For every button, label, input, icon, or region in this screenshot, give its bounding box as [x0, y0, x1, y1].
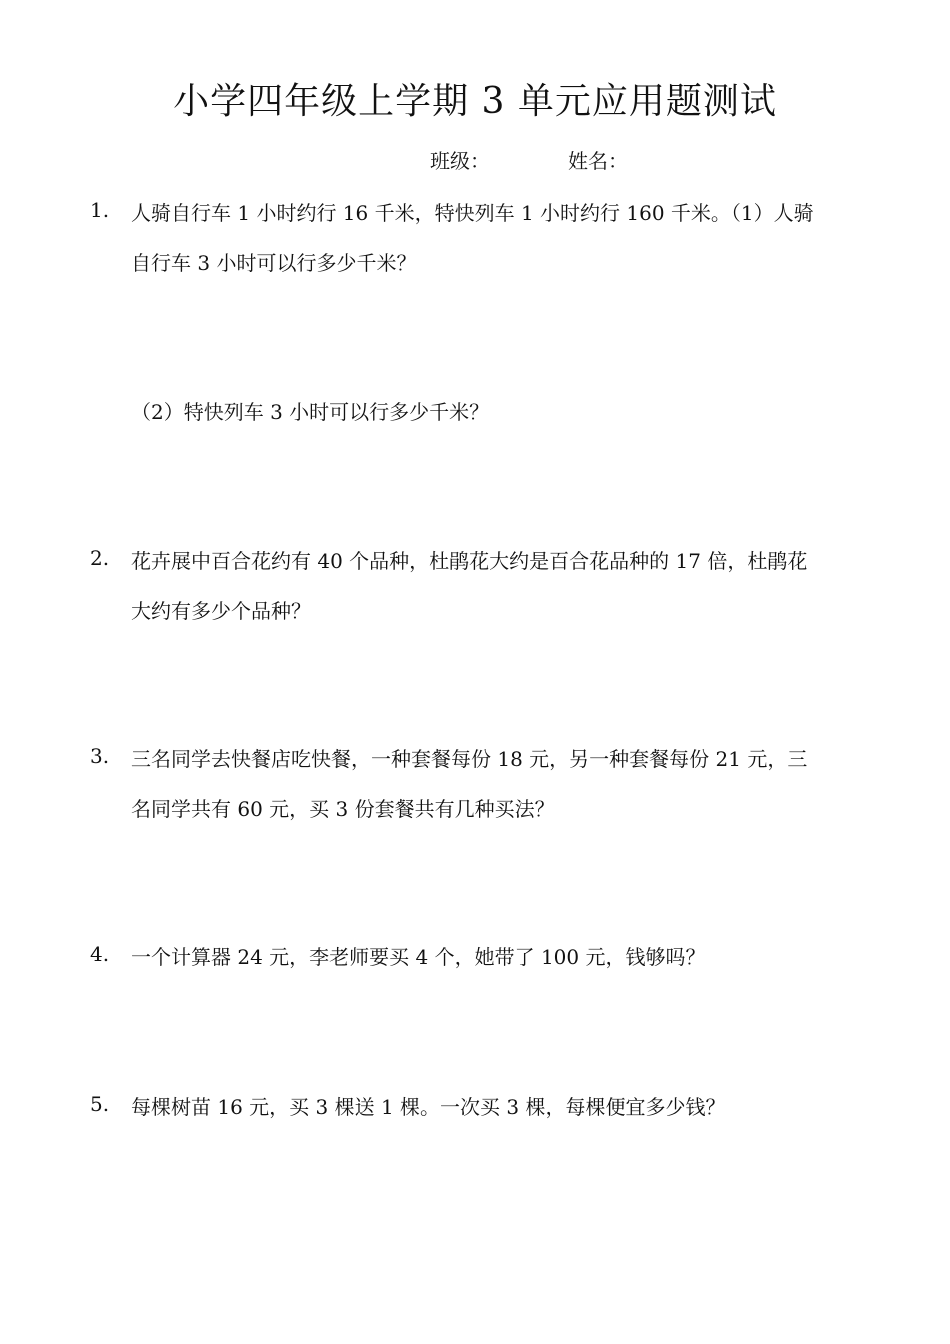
class-label: 班级： [430, 149, 490, 173]
question-line: 名同学共有 60 元，买 3 份套餐共有几种买法？ [131, 797, 555, 821]
question-number: 3. [90, 744, 110, 768]
question-text [131, 1082, 861, 1132]
student-info [430, 146, 628, 176]
question-number: 1. [90, 198, 110, 222]
question-number: 2. [90, 546, 110, 570]
question-line: 花卉展中百合花约有 40 个品种，杜鹃花大约是百合花品种的 17 倍，杜鹃花 [131, 549, 808, 573]
question-text [131, 932, 861, 982]
question-line: 一个计算器 24 元，李老师要买 4 个，她带了 100 元，钱够吗？ [131, 945, 706, 969]
question-1-sub: （2）特快列车 3 小时可以行多少千米？ [131, 400, 490, 424]
question-line: 大约有多少个品种？ [131, 599, 311, 623]
question-text [131, 188, 861, 288]
question-line: 自行车 3 小时可以行多少千米？ [131, 251, 417, 275]
page-title: 小学四年级上学期 3 单元应用题测试 [173, 81, 777, 122]
question-line: 每棵树苗 16 元，买 3 棵送 1 棵。一次买 3 棵，每棵便宜多少钱？ [131, 1095, 726, 1119]
name-label: 姓名： [568, 149, 628, 173]
question-number: 4. [90, 942, 110, 966]
question-line: 三名同学去快餐店吃快餐，一种套餐每份 18 元，另一种套餐每份 21 元，三 [131, 747, 808, 771]
question-text [131, 536, 861, 636]
question-text [131, 734, 861, 834]
question-number: 5. [90, 1092, 110, 1116]
question-line: 人骑自行车 1 小时约行 16 千米，特快列车 1 小时约行 160 千米。（1）人骑 [131, 201, 814, 225]
